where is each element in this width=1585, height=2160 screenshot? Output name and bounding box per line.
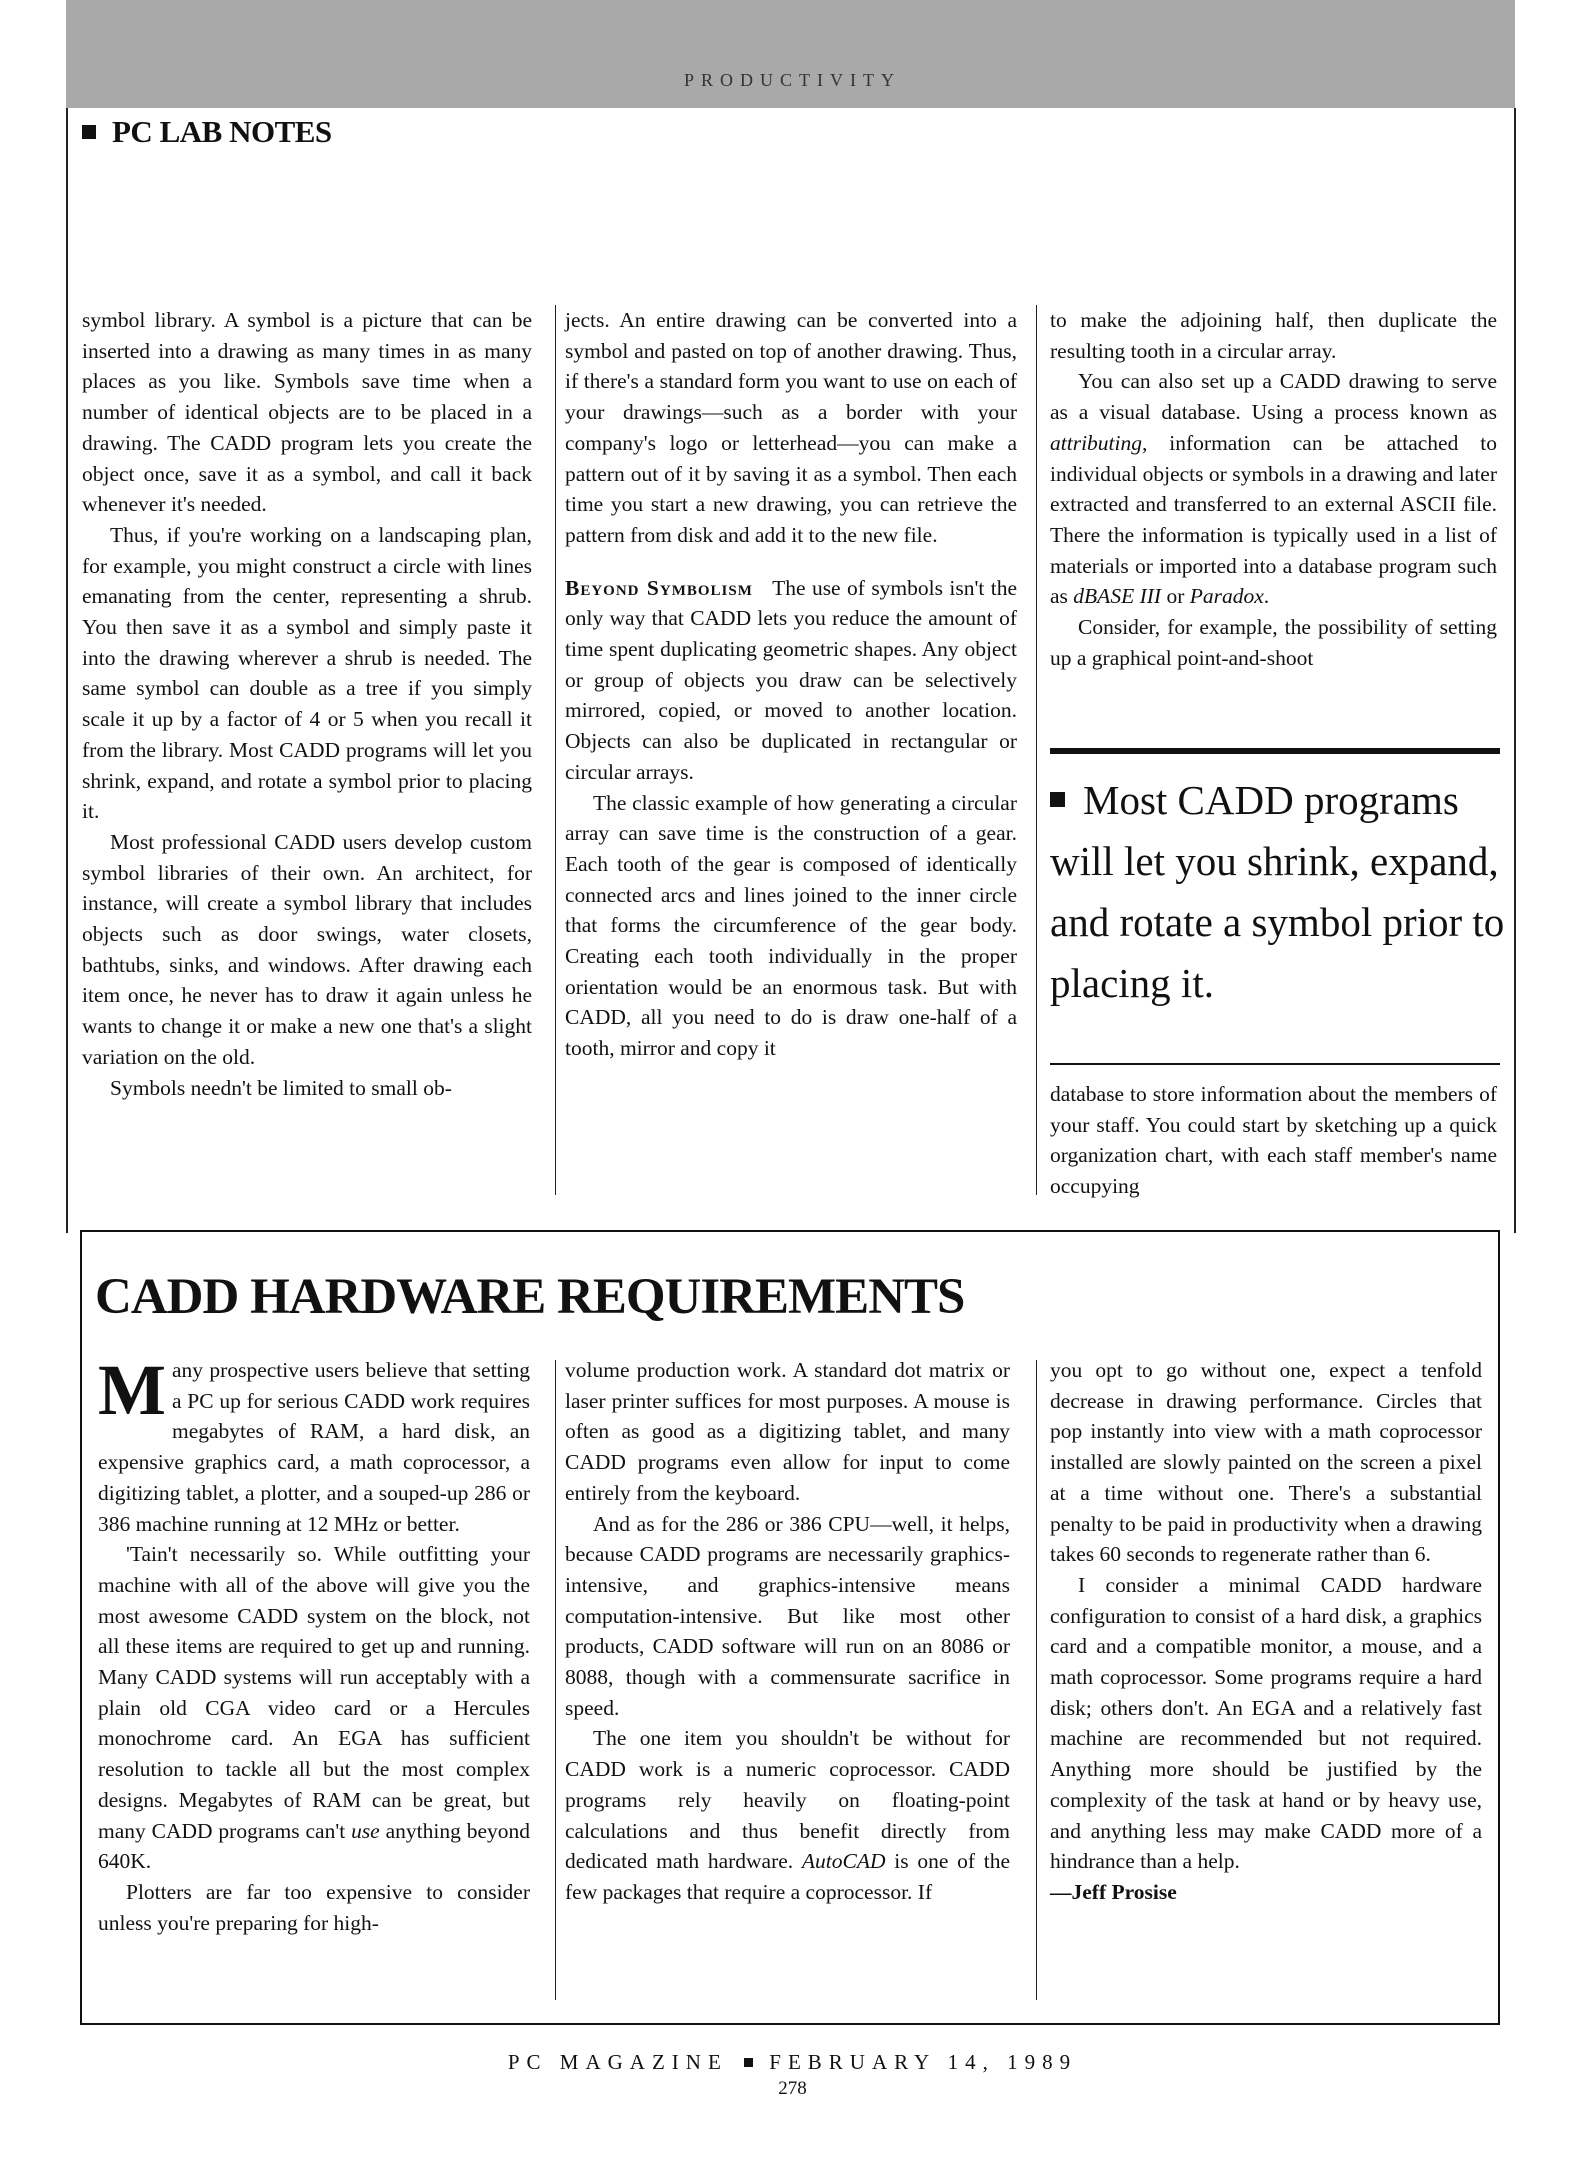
paragraph: You can also set up a CADD drawing to serve as a visual database. Using a process known as attributing, information can be attached to individual objects or symbols in a drawing and later extracted and transferred to an external ASCII file. There the information is typically used in a list of materials or imported into a database program such as dBASE III or Paradox.: [1050, 369, 1497, 609]
pull-quote-bottom-rule: [1050, 1063, 1500, 1065]
paragraph: jects. An entire drawing can be converted into a symbol and pasted on top of another drawing. Thus, if there's a standard form you want to use on each of your drawings—such as a border with your company's logo or letterhead—you can make a pattern out of it by saving it as a symbol. Then each time you start a new drawing, you can retrieve the pattern from disk and add it to the new file.: [565, 308, 1017, 547]
article-column-3-continued: [1050, 1079, 1497, 1202]
pull-quote: [1050, 770, 1510, 1014]
paragraph: The classic example of how generating a circular array can save time is the construction of a gear. Each tooth of the gear is composed of identically connected arcs and lines joined to the inner circle that forms the circumference of the gear body. Creating each tooth individually in the proper orientation would be an enormous task. But with CADD, all you need to do is draw one-half of a tooth, mirror and copy it: [565, 790, 1017, 1061]
section-label: PRODUCTIVITY: [684, 70, 901, 90]
paragraph: symbol library. A symbol is a picture that can be inserted into a drawing as many times in as many places as you like. Symbols save time when a number of identical objects are to be placed in a drawing. The CADD program lets you create the object once, save it as a symbol, and call it back whenever it's needed.: [82, 308, 532, 517]
paragraph: Beyond Symbolism The use of symbols isn't the only way that CADD lets you reduce the amount of time spent duplicating geometric shapes. Any object or group of objects you draw can be selectively mirrored, copied, or moved to another location. Objects can also be duplicated in rectangular or circular arrays.: [565, 575, 1018, 784]
page-right-rule: [1514, 108, 1516, 1233]
sidebar-column-divider-2: [1036, 1360, 1037, 2000]
column-label-text: PC LAB NOTES: [112, 114, 332, 149]
sidebar-column-2: [565, 1355, 1010, 1908]
paragraph: The one item you shouldn't be without for CADD work is a numeric coprocessor. CADD programs rely heavily on floating-point calculations and thus benefit directly from dedicated math hardware. AutoCAD is one of the few packages that require a coprocessor. If: [565, 1726, 1010, 1904]
paragraph: Consider, for example, the possibility of setting up a graphical point-and-shoot: [1050, 615, 1497, 670]
drop-cap: M: [98, 1350, 166, 1430]
issue-date: FEBRUARY 14, 1989: [769, 2050, 1078, 2074]
column-label: [82, 114, 332, 150]
page-left-rule: [66, 108, 68, 1233]
article-column-1: [82, 305, 532, 1103]
article-column-2: [565, 305, 1017, 1064]
sidebar-title: CADD HARDWARE REQUIREMENTS: [95, 1269, 965, 1325]
magazine-name: PC MAGAZINE: [507, 2050, 728, 2074]
bullet-square-icon: [744, 2058, 753, 2067]
byline: —Jeff Prosise: [1050, 1879, 1177, 1904]
paragraph: you opt to go without one, expect a tenfold decrease in drawing performance. Circles that pop instantly into view with a math coprocessor installed are slowly painted on the screen a pixel at a time without one. There's a substantial penalty to be paid in productivity when a drawing takes 60 seconds to regenerate rather than 6.: [1050, 1358, 1482, 1567]
paragraph: Most professional CADD users develop custom symbol libraries of their own. An architect, for instance, will create a symbol library that includes objects such as door swings, water closets, bathtubs, sinks, and windows. After drawing each item once, he never has to draw it again unless he wants to change it or make a new one that's a slight variation on the old.: [82, 829, 532, 1069]
paragraph: Many prospective users believe that setting a PC up for serious CADD work requires megabytes of RAM, a hard disk, an expensive graphics card, a math coprocessor, a digitizing tablet, a plotter, and a souped-up 286 or 386 machine running at 12 MHz or better.: [98, 1350, 530, 1536]
paragraph: to make the adjoining half, then duplicate the resulting tooth in a circular array.: [1050, 308, 1497, 363]
paragraph: 'Tain't necessarily so. While outfitting your machine with all of the above will give you the most awesome CADD system on the block, not all these items are required to get up and running. Many CADD systems will run acceptably with a plain old CGA video card or a Hercules monochrome card. An EGA has sufficient resolution to tackle all but the most complex designs. Megabytes of RAM can be great, but many CADD programs can't use anything beyond 640K.: [98, 1542, 531, 1874]
paragraph: volume production work. A standard dot matrix or laser printer suffices for most purposes. A mouse is often as good as a digitizing tablet, and many CADD programs even allow for input to come entirely from the keyboard.: [565, 1358, 1010, 1505]
sidebar-column-1: [98, 1350, 531, 1938]
bullet-square-icon: [82, 125, 96, 139]
page-number: 278: [778, 2078, 807, 2099]
paragraph: Symbols needn't be limited to small ob-: [110, 1075, 452, 1100]
page-footer: [0, 2050, 1585, 2075]
paragraph: And as for the 286 or 386 CPU—well, it helps, because CADD programs are necessarily graphics-intensive, and graphics-intensive means computation-intensive. But like most other products, CADD software will run on an 8086 or 8088, though with a commensurate sacrifice in speed.: [565, 1511, 1010, 1720]
paragraph: Thus, if you're working on a landscaping plan, for example, you might construct a circle with lines emanating from the center, representing a shrub. You then save it as a symbol and simply paste it into the drawing wherever a shrub is needed. The same symbol can double as a tree if you simply scale it up by a factor of 4 or 5 when you recall it from the library. Most CADD programs will let you shrink, expand, and rotate a symbol prior to placing it.: [82, 522, 532, 824]
pull-quote-top-rule: [1050, 748, 1500, 754]
sidebar-column-divider-1: [555, 1360, 556, 2000]
bullet-square-icon: [1050, 792, 1065, 807]
paragraph: I consider a minimal CADD hardware configuration to consist of a hard disk, a graphics card and a compatible monitor, a mouse, and a math coprocessor. Some programs require a hard disk; others don't. An EGA and a relatively fast machine are recommended but not required. Anything more should be justified by the complexity of the task at hand or by heavy use, and anything less may make CADD more of a hindrance than a help.: [1050, 1572, 1482, 1874]
column-divider-2: [1036, 305, 1037, 1195]
sidebar-column-3: [1050, 1355, 1482, 1908]
subhead: Beyond Symbolism: [565, 575, 753, 600]
header-bar: [66, 0, 1515, 108]
paragraph: Plotters are far too expensive to consider unless you're preparing for high-: [98, 1879, 530, 1935]
column-divider-1: [555, 305, 556, 1195]
paragraph: database to store information about the members of your staff. You could start by sketching up a quick organization chart, with each staff member's name occupying: [1050, 1082, 1497, 1199]
pull-quote-text: Most CADD programs will let you shrink, expand, and rotate a symbol prior to placing it.: [1050, 777, 1505, 1006]
article-column-3: [1050, 305, 1497, 673]
